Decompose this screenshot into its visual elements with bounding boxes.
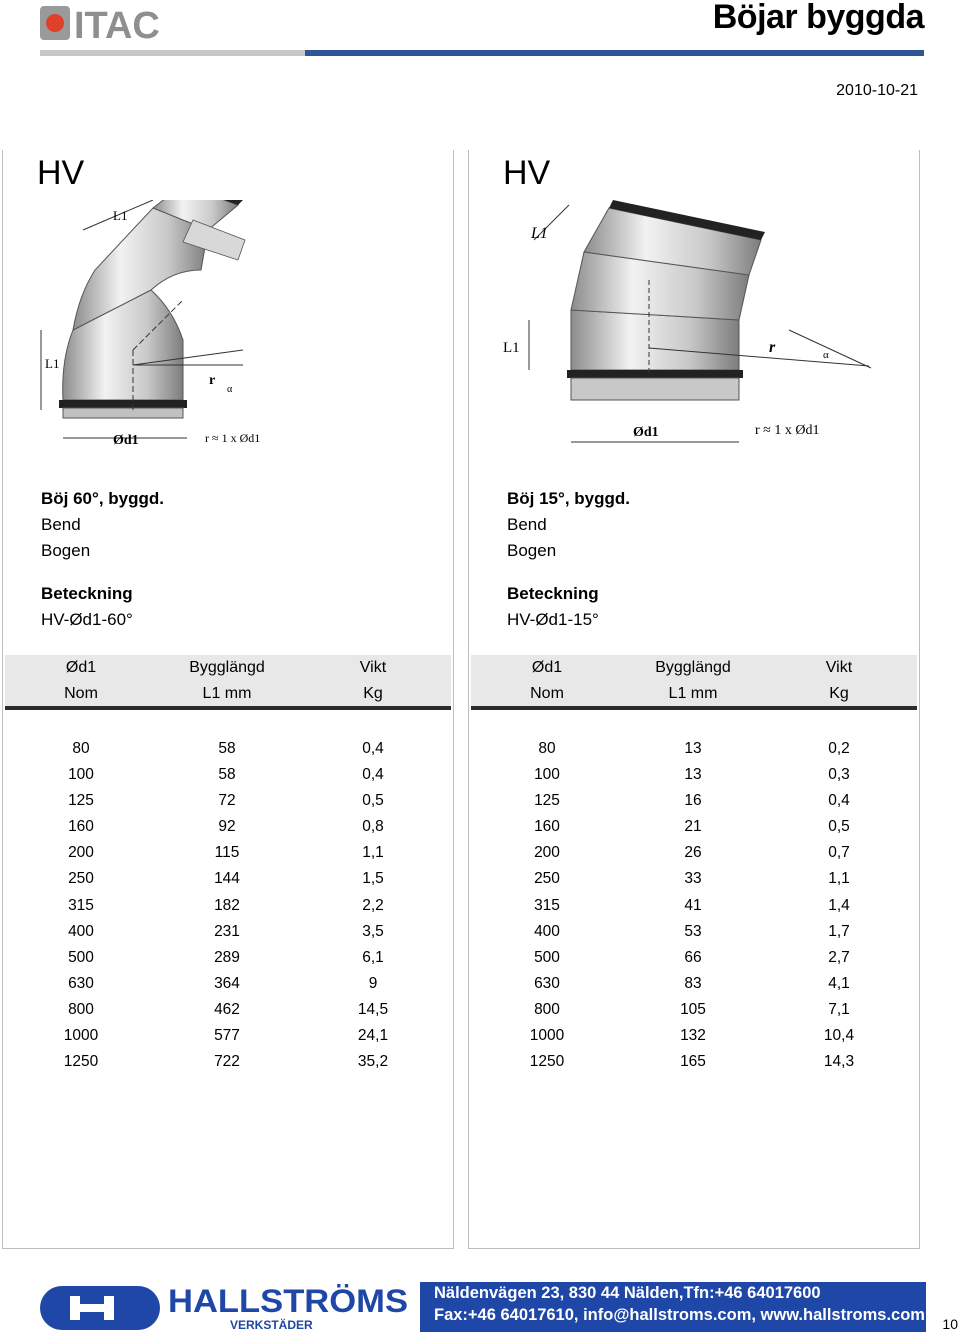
cell-weight: 1,1	[828, 870, 850, 888]
cell-length: 182	[214, 896, 240, 914]
cell-weight: 9	[368, 974, 378, 992]
product-panel-60	[2, 150, 454, 1249]
header-kg: Kg	[829, 685, 849, 702]
table-row	[5, 867, 451, 893]
designation-value: HV-Ød1-15°	[507, 610, 599, 629]
cell-d1: 160	[534, 818, 560, 836]
cell-weight: 2,2	[362, 896, 384, 914]
cell-length: 132	[680, 1027, 706, 1045]
designation-label: Beteckning	[507, 584, 599, 603]
cell-length: 53	[684, 922, 702, 940]
product-name-en: Bend	[507, 515, 547, 534]
cell-d1: 400	[534, 922, 560, 940]
product-code: HV	[37, 154, 85, 192]
table-header	[5, 655, 451, 707]
header-weight: Vikt	[825, 659, 853, 676]
table-row	[471, 972, 917, 998]
cell-length: 21	[684, 818, 702, 836]
title-rule	[40, 46, 924, 58]
product-panel-15	[468, 150, 920, 1249]
cell-d1: 630	[534, 974, 560, 992]
header-kg: Kg	[363, 685, 383, 702]
cell-weight: 10,4	[823, 1027, 855, 1045]
product-code: HV	[503, 154, 551, 192]
table-row	[5, 1024, 451, 1050]
table-row	[5, 998, 451, 1024]
table-body	[471, 737, 917, 1076]
cell-weight: 0,8	[362, 818, 384, 836]
cell-d1: 125	[68, 792, 94, 810]
table-row	[471, 998, 917, 1024]
table-row	[5, 815, 451, 841]
bend-60-drawing	[33, 200, 433, 490]
cell-weight: 14,5	[357, 1000, 389, 1018]
cell-length: 462	[214, 1000, 240, 1018]
company-subtitle: VERKSTÄDER	[230, 1318, 313, 1332]
cell-d1: 125	[534, 792, 560, 810]
table-row	[471, 841, 917, 867]
r-formula-label: r ≈ 1 x Ød1	[205, 431, 261, 445]
cell-weight: 0,4	[828, 792, 850, 810]
cell-d1: 1250	[63, 1053, 99, 1071]
product-name: Böj 60°, byggd.	[41, 489, 164, 508]
r-label: r	[209, 373, 216, 388]
table-row	[5, 972, 451, 998]
cell-length: 66	[684, 948, 702, 966]
table-row	[5, 841, 451, 867]
cell-weight: 1,7	[828, 922, 850, 940]
cell-weight: 14,3	[823, 1053, 855, 1071]
document-date: 2010-10-21	[836, 82, 918, 99]
cell-d1: 100	[534, 766, 560, 784]
header-l1: L1 mm	[202, 685, 252, 702]
table-row	[5, 737, 451, 763]
cell-length: 83	[684, 974, 702, 992]
contact-box	[420, 1282, 926, 1332]
cell-weight: 0,7	[828, 844, 850, 862]
cell-length: 722	[214, 1053, 240, 1071]
cell-weight: 0,5	[828, 818, 850, 836]
l1-side-label: L1	[45, 356, 60, 371]
cell-d1: 200	[68, 844, 94, 862]
cell-weight: 24,1	[357, 1027, 389, 1045]
header-l1: L1 mm	[668, 685, 718, 702]
table-row	[471, 815, 917, 841]
cell-d1: 250	[68, 870, 94, 888]
cell-weight: 1,1	[362, 844, 384, 862]
cell-d1: 500	[68, 948, 94, 966]
cell-weight: 6,1	[362, 948, 384, 966]
page-number: 10	[942, 1316, 958, 1332]
table-row	[471, 894, 917, 920]
company-name: HALLSTRÖMS	[168, 1283, 408, 1319]
alpha-label: α	[823, 349, 829, 361]
cell-d1: 630	[68, 974, 94, 992]
cell-weight: 0,4	[362, 740, 384, 757]
cell-weight: 1,5	[362, 870, 384, 888]
designation-label: Beteckning	[41, 584, 133, 603]
product-description	[507, 486, 630, 633]
cell-length: 58	[218, 740, 236, 757]
r-formula-label: r ≈ 1 x Ød1	[755, 423, 820, 438]
cell-length: 165	[680, 1053, 706, 1071]
header-nom: Nom	[530, 685, 564, 702]
header-weight: Vikt	[359, 659, 387, 676]
table-row	[471, 920, 917, 946]
cell-length: 33	[684, 870, 702, 888]
designation-value: HV-Ød1-60°	[41, 610, 133, 629]
table-row	[471, 946, 917, 972]
bend-15-drawing	[499, 200, 899, 490]
cell-d1: 800	[68, 1000, 94, 1018]
cell-length: 26	[684, 844, 702, 862]
table-row	[5, 1050, 451, 1076]
cell-d1: 100	[68, 766, 94, 784]
cell-d1: 400	[68, 922, 94, 940]
table-body	[5, 737, 451, 1076]
header-length: Bygglängd	[655, 659, 731, 676]
table-row	[5, 763, 451, 789]
hallstroms-logo	[40, 1282, 412, 1332]
footer	[40, 1282, 926, 1334]
cell-d1: 800	[534, 1000, 560, 1018]
cell-d1: 1000	[529, 1027, 565, 1045]
cell-length: 577	[214, 1027, 240, 1045]
cell-weight: 2,7	[828, 948, 850, 966]
product-name-de: Bogen	[507, 541, 557, 560]
cell-length: 13	[684, 740, 702, 757]
header-d1: Ød1	[531, 659, 563, 676]
contact-line: Fax:+46 64017610, info@hallstroms.com, www.hallstroms.com	[434, 1306, 925, 1324]
address-line: Näldenvägen 23, 830 44 Nälden,Tfn:+46 64017600	[434, 1284, 821, 1302]
product-name-en: Bend	[41, 515, 81, 534]
product-name: Böj 15°, byggd.	[507, 489, 630, 508]
cell-d1: 200	[534, 844, 560, 862]
cell-d1: 250	[534, 870, 560, 888]
cell-length: 289	[214, 948, 240, 966]
cell-weight: 35,2	[357, 1053, 389, 1071]
cell-length: 13	[684, 766, 702, 784]
d1-label: Ød1	[113, 433, 139, 448]
cell-length: 41	[684, 896, 702, 914]
table-row	[5, 789, 451, 815]
cell-weight: 3,5	[362, 922, 384, 940]
cell-weight: 0,2	[828, 740, 850, 757]
table-row	[471, 1050, 917, 1076]
cell-d1: 1250	[529, 1053, 565, 1071]
cell-d1: 1000	[63, 1027, 99, 1045]
l1-top-label: L1	[531, 225, 548, 242]
cell-d1: 315	[68, 896, 94, 914]
table-row	[471, 763, 917, 789]
cell-d1: 160	[68, 818, 94, 836]
l1-top-label: L1	[113, 208, 128, 223]
cell-length: 364	[214, 974, 240, 992]
l1-side-label: L1	[503, 340, 520, 356]
r-label: r	[769, 339, 776, 356]
cell-length: 105	[680, 1000, 706, 1018]
cell-length: 16	[684, 792, 702, 810]
d1-label: Ød1	[633, 425, 659, 440]
cell-weight: 4,1	[828, 974, 850, 992]
header-d1: Ød1	[65, 659, 97, 676]
header-nom: Nom	[64, 685, 98, 702]
cell-length: 72	[218, 792, 236, 810]
cell-d1: 315	[534, 896, 560, 914]
table-row	[471, 789, 917, 815]
alpha-label: α	[227, 384, 233, 395]
table-row	[5, 920, 451, 946]
table-row	[5, 946, 451, 972]
cell-weight: 0,5	[362, 792, 384, 810]
cell-length: 231	[214, 922, 240, 940]
cell-d1: 80	[538, 740, 556, 757]
page-title: Böjar byggda	[712, 0, 924, 36]
logo-text: ITAC	[74, 5, 160, 44]
cell-length: 115	[214, 844, 240, 862]
header-length: Bygglängd	[189, 659, 265, 676]
product-name-de: Bogen	[41, 541, 91, 560]
table-row	[471, 867, 917, 893]
cell-length: 92	[218, 818, 236, 836]
product-description	[41, 486, 164, 633]
table-row	[5, 894, 451, 920]
itac-logo	[40, 2, 240, 44]
table-row	[471, 737, 917, 763]
cell-weight: 7,1	[828, 1000, 850, 1018]
cell-length: 144	[214, 870, 240, 888]
cell-weight: 1,4	[828, 896, 850, 914]
cell-weight: 0,3	[828, 766, 850, 784]
cell-d1: 500	[534, 948, 560, 966]
table-header	[471, 655, 917, 707]
cell-length: 58	[218, 766, 236, 784]
table-row	[471, 1024, 917, 1050]
cell-d1: 80	[72, 740, 90, 757]
cell-weight: 0,4	[362, 766, 384, 784]
